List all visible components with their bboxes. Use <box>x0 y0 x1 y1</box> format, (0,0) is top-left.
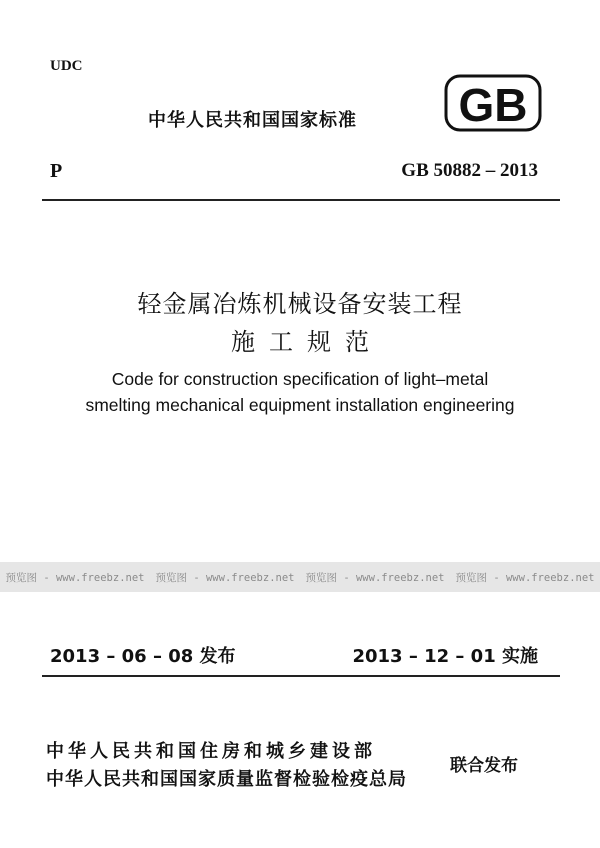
title-en-line2: smelting mechanical equipment installation engineering <box>85 395 515 415</box>
title-cn-line1: 轻金属冶炼机械设备安装工程 <box>137 290 463 318</box>
watermark-item: 预览图 - www.freebz.net <box>5 571 145 584</box>
watermark-item: 预览图 - www.freebz.net <box>305 571 445 584</box>
bottom-rule <box>42 675 560 677</box>
title-en-line1: Code for construction specification of light–metal <box>111 369 489 389</box>
gb-logo-text: GB <box>458 79 528 131</box>
joint-issue-label: 联合发布 <box>450 756 518 776</box>
top-rule <box>42 199 560 201</box>
gb-logo <box>444 74 542 132</box>
issue-date: 2013 – 06 – 08 发布 <box>50 646 236 667</box>
category-code: P <box>50 160 63 182</box>
title-cn-line2: 施工规范 <box>231 328 383 356</box>
effective-date: 2013 – 12 – 01 实施 <box>352 646 538 667</box>
standard-number: GB 50882 – 2013 <box>401 160 538 181</box>
issuer-dept-1: 中华人民共和国住房和城乡建设部 <box>46 741 376 762</box>
watermark-item: 预览图 - www.freebz.net <box>155 571 295 584</box>
issuer-dept-2: 中华人民共和国国家质量监督检验检疫总局 <box>46 769 407 790</box>
watermark-item: 预览图 - www.freebz.net <box>455 571 595 584</box>
national-standard-heading: 中华人民共和国国家标准 <box>148 110 357 131</box>
watermark-band <box>0 562 600 592</box>
udc-label: UDC <box>50 58 83 74</box>
